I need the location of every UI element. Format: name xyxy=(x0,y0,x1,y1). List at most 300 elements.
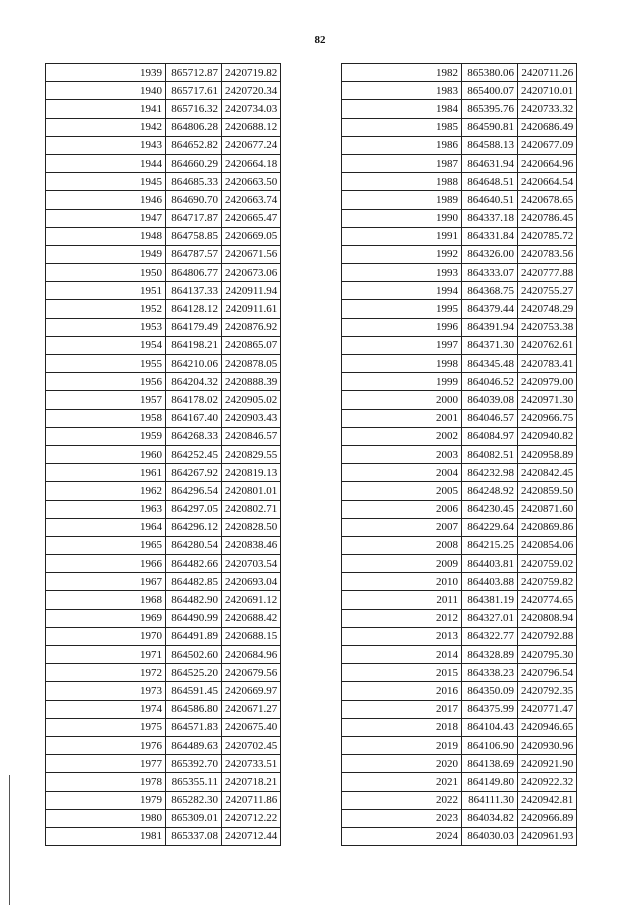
coordinates-table-right xyxy=(341,63,577,846)
table-row xyxy=(46,627,281,645)
point-number-cell: 1961 xyxy=(46,464,166,482)
y-coordinate-cell: 2420966.75 xyxy=(518,409,577,427)
point-number-cell: 2013 xyxy=(342,627,462,645)
x-coordinate-cell: 864333.07 xyxy=(462,264,518,282)
y-coordinate-cell: 2420838.46 xyxy=(222,536,281,554)
x-coordinate-cell: 864652.82 xyxy=(166,136,222,154)
point-number-cell: 2018 xyxy=(342,718,462,736)
x-coordinate-cell: 864685.33 xyxy=(166,173,222,191)
table-row xyxy=(46,373,281,391)
y-coordinate-cell: 2420971.30 xyxy=(518,391,577,409)
point-number-cell: 1941 xyxy=(46,100,166,118)
point-number-cell: 1998 xyxy=(342,355,462,373)
x-coordinate-cell: 864690.70 xyxy=(166,191,222,209)
table-row xyxy=(342,700,577,718)
point-number-cell: 2020 xyxy=(342,755,462,773)
point-number-cell: 1991 xyxy=(342,227,462,245)
x-coordinate-cell: 865712.87 xyxy=(166,64,222,82)
y-coordinate-cell: 2420961.93 xyxy=(518,827,577,845)
table-row xyxy=(342,264,577,282)
x-coordinate-cell: 864267.92 xyxy=(166,464,222,482)
table-row xyxy=(46,682,281,700)
y-coordinate-cell: 2420796.54 xyxy=(518,664,577,682)
point-number-cell: 1966 xyxy=(46,555,166,573)
margin-line xyxy=(9,775,10,905)
y-coordinate-cell: 2420785.72 xyxy=(518,227,577,245)
table-row xyxy=(46,809,281,827)
y-coordinate-cell: 2420677.09 xyxy=(518,136,577,154)
x-coordinate-cell: 864084.97 xyxy=(462,427,518,445)
y-coordinate-cell: 2420711.86 xyxy=(222,791,281,809)
x-coordinate-cell: 865717.61 xyxy=(166,82,222,100)
y-coordinate-cell: 2420663.50 xyxy=(222,173,281,191)
table-row xyxy=(46,82,281,100)
x-coordinate-cell: 864326.00 xyxy=(462,245,518,263)
point-number-cell: 1993 xyxy=(342,264,462,282)
table-row xyxy=(342,318,577,336)
y-coordinate-cell: 2420911.94 xyxy=(222,282,281,300)
x-coordinate-cell: 864331.84 xyxy=(462,227,518,245)
point-number-cell: 1990 xyxy=(342,209,462,227)
y-coordinate-cell: 2420771.47 xyxy=(518,700,577,718)
point-number-cell: 1954 xyxy=(46,336,166,354)
y-coordinate-cell: 2420664.96 xyxy=(518,154,577,172)
x-coordinate-cell: 864525.20 xyxy=(166,664,222,682)
x-coordinate-cell: 864210.06 xyxy=(166,355,222,373)
x-coordinate-cell: 864502.60 xyxy=(166,646,222,664)
table-row xyxy=(342,191,577,209)
table-row xyxy=(342,464,577,482)
y-coordinate-cell: 2420783.56 xyxy=(518,245,577,263)
x-coordinate-cell: 865355.11 xyxy=(166,773,222,791)
table-row xyxy=(342,227,577,245)
x-coordinate-cell: 864571.83 xyxy=(166,718,222,736)
x-coordinate-cell: 864379.44 xyxy=(462,300,518,318)
x-coordinate-cell: 864631.94 xyxy=(462,154,518,172)
x-coordinate-cell: 864327.01 xyxy=(462,609,518,627)
point-number-cell: 2012 xyxy=(342,609,462,627)
point-number-cell: 1944 xyxy=(46,154,166,172)
point-number-cell: 1959 xyxy=(46,427,166,445)
x-coordinate-cell: 864167.40 xyxy=(166,409,222,427)
point-number-cell: 2004 xyxy=(342,464,462,482)
point-number-cell: 1956 xyxy=(46,373,166,391)
y-coordinate-cell: 2420688.15 xyxy=(222,627,281,645)
point-number-cell: 1977 xyxy=(46,755,166,773)
y-coordinate-cell: 2420693.04 xyxy=(222,573,281,591)
point-number-cell: 1987 xyxy=(342,154,462,172)
point-number-cell: 2010 xyxy=(342,573,462,591)
point-number-cell: 2021 xyxy=(342,773,462,791)
table-row xyxy=(342,336,577,354)
table-row xyxy=(342,355,577,373)
point-number-cell: 1953 xyxy=(46,318,166,336)
y-coordinate-cell: 2420665.47 xyxy=(222,209,281,227)
y-coordinate-cell: 2420979.00 xyxy=(518,373,577,391)
point-number-cell: 1973 xyxy=(46,682,166,700)
table-row xyxy=(342,755,577,773)
table-row xyxy=(342,409,577,427)
x-coordinate-cell: 864039.08 xyxy=(462,391,518,409)
x-coordinate-cell: 864138.69 xyxy=(462,755,518,773)
x-coordinate-cell: 864391.94 xyxy=(462,318,518,336)
table-row xyxy=(46,64,281,82)
x-coordinate-cell: 865337.08 xyxy=(166,827,222,845)
point-number-cell: 2009 xyxy=(342,555,462,573)
table-row xyxy=(46,646,281,664)
table-row xyxy=(46,427,281,445)
x-coordinate-cell: 864082.51 xyxy=(462,445,518,463)
y-coordinate-cell: 2420678.65 xyxy=(518,191,577,209)
x-coordinate-cell: 864030.03 xyxy=(462,827,518,845)
point-number-cell: 1983 xyxy=(342,82,462,100)
table-row xyxy=(342,536,577,554)
table-row xyxy=(342,500,577,518)
point-number-cell: 2008 xyxy=(342,536,462,554)
x-coordinate-cell: 864149.80 xyxy=(462,773,518,791)
x-coordinate-cell: 864806.28 xyxy=(166,118,222,136)
table-row xyxy=(342,809,577,827)
y-coordinate-cell: 2420664.54 xyxy=(518,173,577,191)
point-number-cell: 2011 xyxy=(342,591,462,609)
y-coordinate-cell: 2420712.44 xyxy=(222,827,281,845)
table-row xyxy=(46,736,281,754)
coordinates-table-left xyxy=(45,63,281,846)
x-coordinate-cell: 864489.63 xyxy=(166,736,222,754)
x-coordinate-cell: 865282.30 xyxy=(166,791,222,809)
y-coordinate-cell: 2420671.56 xyxy=(222,245,281,263)
x-coordinate-cell: 864591.45 xyxy=(166,682,222,700)
table-row xyxy=(342,591,577,609)
y-coordinate-cell: 2420719.82 xyxy=(222,64,281,82)
x-coordinate-cell: 864660.29 xyxy=(166,154,222,172)
x-coordinate-cell: 864034.82 xyxy=(462,809,518,827)
table-row xyxy=(342,827,577,845)
x-coordinate-cell: 864640.51 xyxy=(462,191,518,209)
x-coordinate-cell: 864322.77 xyxy=(462,627,518,645)
table-row xyxy=(46,282,281,300)
x-coordinate-cell: 864403.81 xyxy=(462,555,518,573)
y-coordinate-cell: 2420801.01 xyxy=(222,482,281,500)
point-number-cell: 2024 xyxy=(342,827,462,845)
table-row xyxy=(46,718,281,736)
table-row xyxy=(342,373,577,391)
y-coordinate-cell: 2420733.51 xyxy=(222,755,281,773)
point-number-cell: 1960 xyxy=(46,445,166,463)
x-coordinate-cell: 864787.57 xyxy=(166,245,222,263)
x-coordinate-cell: 864229.64 xyxy=(462,518,518,536)
point-number-cell: 1951 xyxy=(46,282,166,300)
point-number-cell: 2005 xyxy=(342,482,462,500)
point-number-cell: 1949 xyxy=(46,245,166,263)
table-row xyxy=(46,245,281,263)
x-coordinate-cell: 864403.88 xyxy=(462,573,518,591)
table-row xyxy=(46,227,281,245)
x-coordinate-cell: 864345.48 xyxy=(462,355,518,373)
table-row xyxy=(46,664,281,682)
point-number-cell: 1942 xyxy=(46,118,166,136)
y-coordinate-cell: 2420940.82 xyxy=(518,427,577,445)
table-row xyxy=(342,245,577,263)
x-coordinate-cell: 864381.19 xyxy=(462,591,518,609)
page-number: 82 xyxy=(314,34,326,46)
y-coordinate-cell: 2420669.97 xyxy=(222,682,281,700)
table-row xyxy=(342,664,577,682)
x-coordinate-cell: 864482.66 xyxy=(166,555,222,573)
x-coordinate-cell: 864490.99 xyxy=(166,609,222,627)
x-coordinate-cell: 864588.13 xyxy=(462,136,518,154)
point-number-cell: 1950 xyxy=(46,264,166,282)
table-row xyxy=(342,173,577,191)
point-number-cell: 1967 xyxy=(46,573,166,591)
table-row xyxy=(46,791,281,809)
x-coordinate-cell: 864586.80 xyxy=(166,700,222,718)
x-coordinate-cell: 864806.77 xyxy=(166,264,222,282)
y-coordinate-cell: 2420854.06 xyxy=(518,536,577,554)
x-coordinate-cell: 864215.25 xyxy=(462,536,518,554)
table-row xyxy=(46,482,281,500)
y-coordinate-cell: 2420930.96 xyxy=(518,736,577,754)
y-coordinate-cell: 2420712.22 xyxy=(222,809,281,827)
table-row xyxy=(46,100,281,118)
point-number-cell: 1974 xyxy=(46,700,166,718)
table-row xyxy=(342,773,577,791)
table-row xyxy=(342,482,577,500)
point-number-cell: 1968 xyxy=(46,591,166,609)
y-coordinate-cell: 2420720.34 xyxy=(222,82,281,100)
point-number-cell: 1975 xyxy=(46,718,166,736)
table-row xyxy=(46,355,281,373)
y-coordinate-cell: 2420888.39 xyxy=(222,373,281,391)
table-row xyxy=(46,154,281,172)
point-number-cell: 1985 xyxy=(342,118,462,136)
y-coordinate-cell: 2420795.30 xyxy=(518,646,577,664)
table-row xyxy=(46,464,281,482)
y-coordinate-cell: 2420786.45 xyxy=(518,209,577,227)
table-row xyxy=(342,736,577,754)
x-coordinate-cell: 865380.06 xyxy=(462,64,518,82)
point-number-cell: 1940 xyxy=(46,82,166,100)
y-coordinate-cell: 2420859.50 xyxy=(518,482,577,500)
point-number-cell: 2007 xyxy=(342,518,462,536)
point-number-cell: 2017 xyxy=(342,700,462,718)
point-number-cell: 1945 xyxy=(46,173,166,191)
y-coordinate-cell: 2420829.55 xyxy=(222,445,281,463)
y-coordinate-cell: 2420903.43 xyxy=(222,409,281,427)
point-number-cell: 1962 xyxy=(46,482,166,500)
x-coordinate-cell: 864248.92 xyxy=(462,482,518,500)
table-row xyxy=(46,500,281,518)
x-coordinate-cell: 864375.99 xyxy=(462,700,518,718)
point-number-cell: 1971 xyxy=(46,646,166,664)
x-coordinate-cell: 865716.32 xyxy=(166,100,222,118)
y-coordinate-cell: 2420677.24 xyxy=(222,136,281,154)
x-coordinate-cell: 864232.98 xyxy=(462,464,518,482)
x-coordinate-cell: 864268.33 xyxy=(166,427,222,445)
point-number-cell: 2014 xyxy=(342,646,462,664)
y-coordinate-cell: 2420922.32 xyxy=(518,773,577,791)
x-coordinate-cell: 864296.54 xyxy=(166,482,222,500)
y-coordinate-cell: 2420774.65 xyxy=(518,591,577,609)
y-coordinate-cell: 2420669.05 xyxy=(222,227,281,245)
point-number-cell: 1997 xyxy=(342,336,462,354)
x-coordinate-cell: 864128.12 xyxy=(166,300,222,318)
table-row xyxy=(342,136,577,154)
table-row xyxy=(46,573,281,591)
y-coordinate-cell: 2420664.18 xyxy=(222,154,281,172)
y-coordinate-cell: 2420688.42 xyxy=(222,609,281,627)
y-coordinate-cell: 2420702.45 xyxy=(222,736,281,754)
point-number-cell: 1982 xyxy=(342,64,462,82)
y-coordinate-cell: 2420871.60 xyxy=(518,500,577,518)
table-row xyxy=(342,209,577,227)
y-coordinate-cell: 2420792.88 xyxy=(518,627,577,645)
y-coordinate-cell: 2420718.21 xyxy=(222,773,281,791)
y-coordinate-cell: 2420911.61 xyxy=(222,300,281,318)
x-coordinate-cell: 864111.30 xyxy=(462,791,518,809)
point-number-cell: 2000 xyxy=(342,391,462,409)
y-coordinate-cell: 2420753.38 xyxy=(518,318,577,336)
point-number-cell: 2019 xyxy=(342,736,462,754)
table-row xyxy=(46,773,281,791)
x-coordinate-cell: 864296.12 xyxy=(166,518,222,536)
y-coordinate-cell: 2420802.71 xyxy=(222,500,281,518)
y-coordinate-cell: 2420684.96 xyxy=(222,646,281,664)
table-row xyxy=(46,391,281,409)
y-coordinate-cell: 2420865.07 xyxy=(222,336,281,354)
point-number-cell: 1981 xyxy=(46,827,166,845)
table-row xyxy=(46,318,281,336)
point-number-cell: 1957 xyxy=(46,391,166,409)
point-number-cell: 1972 xyxy=(46,664,166,682)
table-row xyxy=(46,173,281,191)
table-row xyxy=(342,518,577,536)
table-row xyxy=(46,300,281,318)
y-coordinate-cell: 2420711.26 xyxy=(518,64,577,82)
table-row xyxy=(342,791,577,809)
x-coordinate-cell: 864179.49 xyxy=(166,318,222,336)
table-row xyxy=(342,555,577,573)
y-coordinate-cell: 2420942.81 xyxy=(518,791,577,809)
y-coordinate-cell: 2420966.89 xyxy=(518,809,577,827)
table-row xyxy=(46,118,281,136)
x-coordinate-cell: 865309.01 xyxy=(166,809,222,827)
y-coordinate-cell: 2420710.01 xyxy=(518,82,577,100)
table-row xyxy=(46,827,281,845)
x-coordinate-cell: 864758.85 xyxy=(166,227,222,245)
point-number-cell: 1964 xyxy=(46,518,166,536)
x-coordinate-cell: 864482.85 xyxy=(166,573,222,591)
table-row xyxy=(46,755,281,773)
table-row xyxy=(342,682,577,700)
point-number-cell: 1970 xyxy=(46,627,166,645)
point-number-cell: 1965 xyxy=(46,536,166,554)
point-number-cell: 1994 xyxy=(342,282,462,300)
point-number-cell: 1984 xyxy=(342,100,462,118)
point-number-cell: 1946 xyxy=(46,191,166,209)
point-number-cell: 1969 xyxy=(46,609,166,627)
y-coordinate-cell: 2420679.56 xyxy=(222,664,281,682)
point-number-cell: 1980 xyxy=(46,809,166,827)
table-row xyxy=(46,409,281,427)
point-number-cell: 1988 xyxy=(342,173,462,191)
table-row xyxy=(342,646,577,664)
point-number-cell: 2001 xyxy=(342,409,462,427)
y-coordinate-cell: 2420762.61 xyxy=(518,336,577,354)
y-coordinate-cell: 2420691.12 xyxy=(222,591,281,609)
point-number-cell: 1948 xyxy=(46,227,166,245)
point-number-cell: 1958 xyxy=(46,409,166,427)
point-number-cell: 2015 xyxy=(342,664,462,682)
x-coordinate-cell: 864297.05 xyxy=(166,500,222,518)
table-row xyxy=(342,445,577,463)
point-number-cell: 1999 xyxy=(342,373,462,391)
table-row xyxy=(342,300,577,318)
point-number-cell: 1963 xyxy=(46,500,166,518)
y-coordinate-cell: 2420869.86 xyxy=(518,518,577,536)
y-coordinate-cell: 2420819.13 xyxy=(222,464,281,482)
y-coordinate-cell: 2420703.54 xyxy=(222,555,281,573)
table-row xyxy=(342,82,577,100)
table-row xyxy=(342,573,577,591)
point-number-cell: 1989 xyxy=(342,191,462,209)
y-coordinate-cell: 2420686.49 xyxy=(518,118,577,136)
table-row xyxy=(46,536,281,554)
y-coordinate-cell: 2420733.32 xyxy=(518,100,577,118)
point-number-cell: 1943 xyxy=(46,136,166,154)
x-coordinate-cell: 864046.57 xyxy=(462,409,518,427)
y-coordinate-cell: 2420783.41 xyxy=(518,355,577,373)
y-coordinate-cell: 2420846.57 xyxy=(222,427,281,445)
table-row xyxy=(342,391,577,409)
x-coordinate-cell: 865392.70 xyxy=(166,755,222,773)
table-row xyxy=(46,609,281,627)
x-coordinate-cell: 864717.87 xyxy=(166,209,222,227)
table-row xyxy=(46,555,281,573)
table-row xyxy=(46,209,281,227)
table-row xyxy=(342,118,577,136)
y-coordinate-cell: 2420828.50 xyxy=(222,518,281,536)
y-coordinate-cell: 2420878.05 xyxy=(222,355,281,373)
y-coordinate-cell: 2420777.88 xyxy=(518,264,577,282)
x-coordinate-cell: 864230.45 xyxy=(462,500,518,518)
y-coordinate-cell: 2420755.27 xyxy=(518,282,577,300)
y-coordinate-cell: 2420792.35 xyxy=(518,682,577,700)
x-coordinate-cell: 864648.51 xyxy=(462,173,518,191)
y-coordinate-cell: 2420905.02 xyxy=(222,391,281,409)
table-row xyxy=(46,191,281,209)
point-number-cell: 2003 xyxy=(342,445,462,463)
x-coordinate-cell: 864590.81 xyxy=(462,118,518,136)
point-number-cell: 2016 xyxy=(342,682,462,700)
x-coordinate-cell: 864368.75 xyxy=(462,282,518,300)
table-row xyxy=(342,64,577,82)
point-number-cell: 1947 xyxy=(46,209,166,227)
x-coordinate-cell: 864482.90 xyxy=(166,591,222,609)
x-coordinate-cell: 864338.23 xyxy=(462,664,518,682)
table-row xyxy=(342,627,577,645)
x-coordinate-cell: 864137.33 xyxy=(166,282,222,300)
point-number-cell: 1952 xyxy=(46,300,166,318)
y-coordinate-cell: 2420921.90 xyxy=(518,755,577,773)
y-coordinate-cell: 2420842.45 xyxy=(518,464,577,482)
table-row xyxy=(46,591,281,609)
table-row xyxy=(342,609,577,627)
point-number-cell: 1939 xyxy=(46,64,166,82)
point-number-cell: 1996 xyxy=(342,318,462,336)
y-coordinate-cell: 2420675.40 xyxy=(222,718,281,736)
table-row xyxy=(46,264,281,282)
